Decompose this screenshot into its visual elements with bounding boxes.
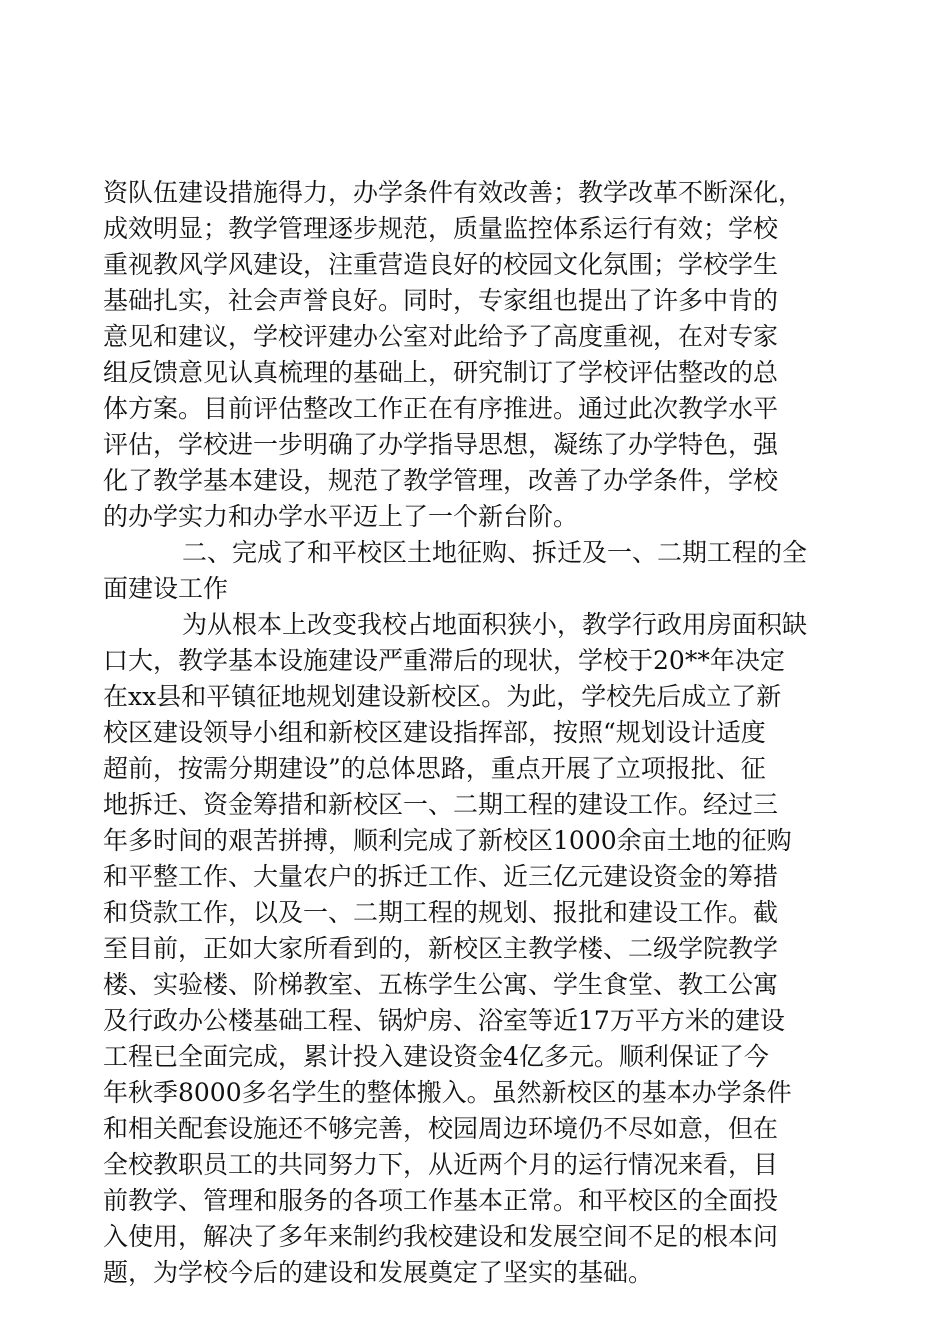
section-heading-line: 面建设工作 <box>103 574 229 603</box>
text-line: 体方案。目前评估整改工作正在有序推进。通过此次教学水平 <box>103 394 779 423</box>
text-line: 年多时间的艰苦拼搏，顺利完成了新校区1000余亩土地的征购 <box>103 826 792 855</box>
text-line: 题，为学校今后的建设和发展奠定了坚实的基础。 <box>103 1258 654 1287</box>
text-line: 楼、实验楼、阶梯教室、五栋学生公寓、学生食堂、教工公寓 <box>103 970 779 999</box>
text-line: 超前，按需分期建设”的总体思路，重点开展了立项报批、征 <box>103 754 766 783</box>
text-line: 及行政办公楼基础工程、锅炉房、浴室等近17万平方米的建设 <box>103 1006 785 1035</box>
text-line: 意见和建议，学校评建办公室对此给予了高度重视，在对专家 <box>103 322 779 351</box>
text-line: 前教学、管理和服务的各项工作基本正常。和平校区的全面投 <box>103 1186 779 1215</box>
text-line: 入使用，解决了多年来制约我校建设和发展空间不足的根本问 <box>103 1222 779 1251</box>
text-line: 口大，教学基本设施建设严重滞后的现状，学校于20**年决定 <box>103 646 785 675</box>
text-line: 年秋季8000多名学生的整体搬入。虽然新校区的基本办学条件 <box>103 1078 792 1107</box>
text-line: 重视教风学风建设，注重营造良好的校园文化氛围；学校学生 <box>103 250 779 279</box>
text-line: 地拆迁、资金筹措和新校区一、二期工程的建设工作。经过三 <box>103 790 779 819</box>
text-line: 资队伍建设措施得力，办学条件有效改善；教学改革不断深化， <box>103 178 804 207</box>
text-line: 和平整工作、大量农户的拆迁工作、近三亿元建设资金的筹措 <box>103 862 779 891</box>
text-line: 基础扎实，社会声誉良好。同时，专家组也提出了许多中肯的 <box>103 286 779 315</box>
text-line: 和相关配套设施还不够完善，校园周边环境仍不尽如意，但在 <box>103 1114 779 1143</box>
text-line: 和贷款工作，以及一、二期工程的规划、报批和建设工作。截 <box>103 898 779 927</box>
text-line: 校区建设领导小组和新校区建设指挥部，按照“规划设计适度 <box>103 718 766 747</box>
section-heading-line: 二、完成了和平校区土地征购、拆迁及一、二期工程的全 <box>182 538 808 567</box>
text-line: 评估，学校进一步明确了办学指导思想，凝练了办学特色，强 <box>103 430 779 459</box>
text-line: 为从根本上改变我校占地面积狭小，教学行政用房面积缺 <box>182 610 808 639</box>
text-line: 全校教职员工的共同努力下，从近两个月的运行情况来看，目 <box>103 1150 779 1179</box>
text-line: 在xx县和平镇征地规划建设新校区。为此，学校先后成立了新 <box>103 682 782 711</box>
text-line: 组反馈意见认真梳理的基础上，研究制订了学校评估整改的总 <box>103 358 779 387</box>
text-line: 化了教学基本建设，规范了教学管理，改善了办学条件，学校 <box>103 466 779 495</box>
text-line: 工程已全面完成，累计投入建设资金4亿多元。顺利保证了今 <box>103 1042 769 1071</box>
text-line: 至目前，正如大家所看到的，新校区主教学楼、二级学院教学 <box>103 934 779 963</box>
text-line: 成效明显；教学管理逐步规范，质量监控体系运行有效；学校 <box>103 214 779 243</box>
text-line: 的办学实力和办学水平迈上了一个新台阶。 <box>103 502 579 531</box>
